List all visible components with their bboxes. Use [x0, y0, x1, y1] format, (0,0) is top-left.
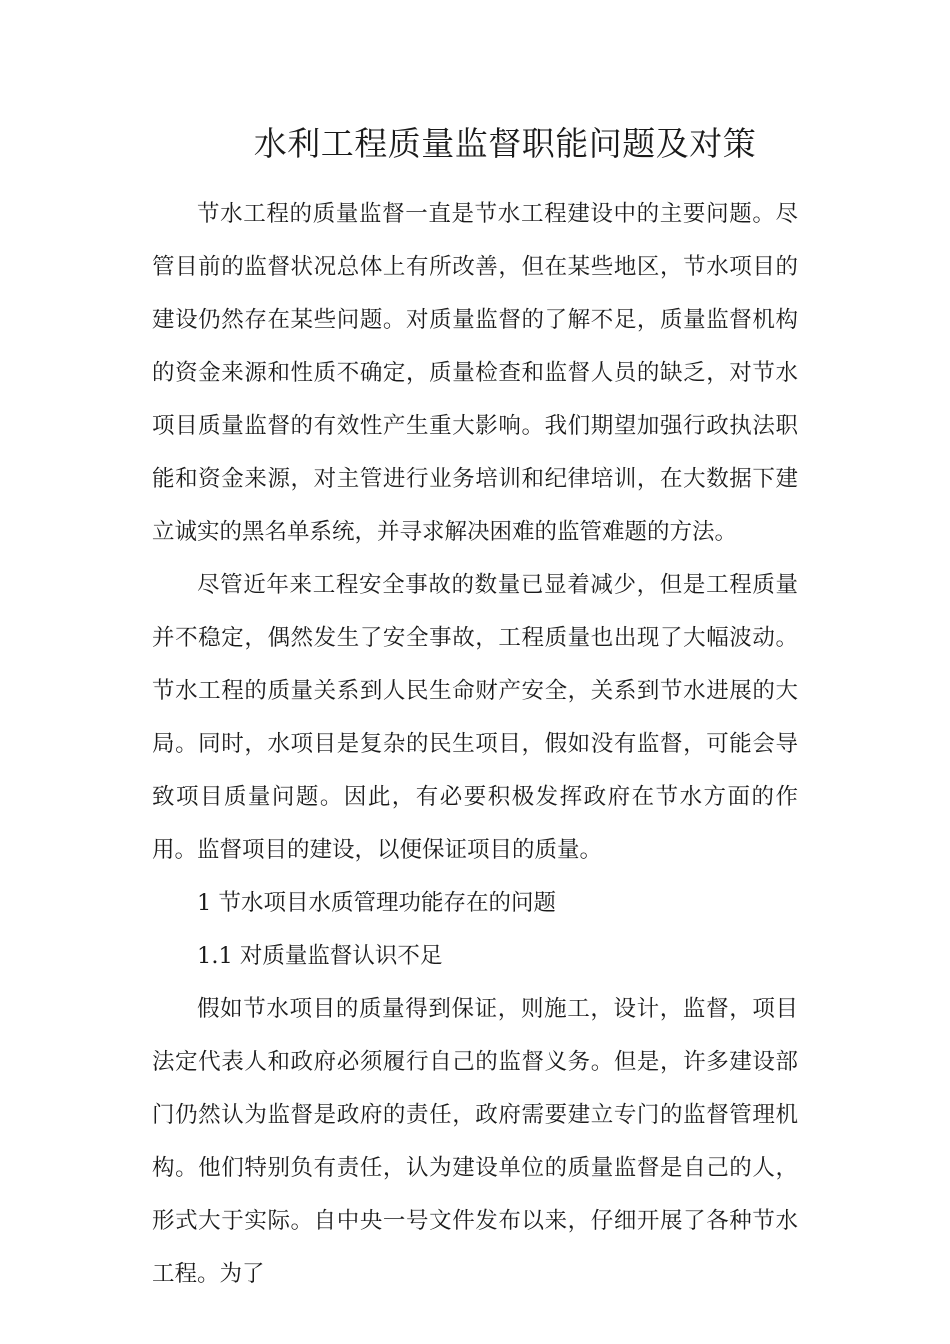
paragraph-intro: 节水工程的质量监督一直是节水工程建设中的主要问题。尽管目前的监督状况总体上有所改善，但在某些地区，节水项目的建设仍然存在某些问题。对质量监督的了解不足，质量监督机构的资金来源和性质不确定，质量检查和监督人员的缺乏，对节水项目质量监督的有效性产生重大影响。我们期望加强行政执法职能和资金来源，对主管进行业务培训和纪律培训，在大数据下建立诚实的黑名单系统，并寻求解决困难的监管难题的方法。 [152, 201, 798, 545]
subsection-heading: 1.1 对质量监督认识不足 [197, 943, 443, 969]
paragraph-quality-awareness: 假如节水项目的质量得到保证，则施工，设计，监督，项目法定代表人和政府必须履行自己的监督义务。但是，许多建设部门仍然认为监督是政府的责任，政府需要建立专门的监督管理机构。他们特别负有责任，认为建设单位的质量监督是自己的人，形式大于实际。自中央一号文件发布以来，仔细开展了各种节水工程。为了 [152, 996, 798, 1287]
document-title: 水利工程质量监督职能问题及对策 [253, 124, 757, 163]
document-body [152, 188, 798, 1301]
section-heading: 1 节水项目水质管理功能存在的问题 [197, 890, 556, 916]
paragraph-background: 尽管近年来工程安全事故的数量已显着减少，但是工程质量并不稳定，偶然发生了安全事故，工程质量也出现了大幅波动。节水工程的质量关系到人民生命财产安全，关系到节水进展的大局。同时，水项目是复杂的民生项目，假如没有监督，可能会导致项目质量问题。因此，有必要积极发挥政府在节水方面的作用。监督项目的建设，以便保证项目的质量。 [152, 572, 798, 863]
